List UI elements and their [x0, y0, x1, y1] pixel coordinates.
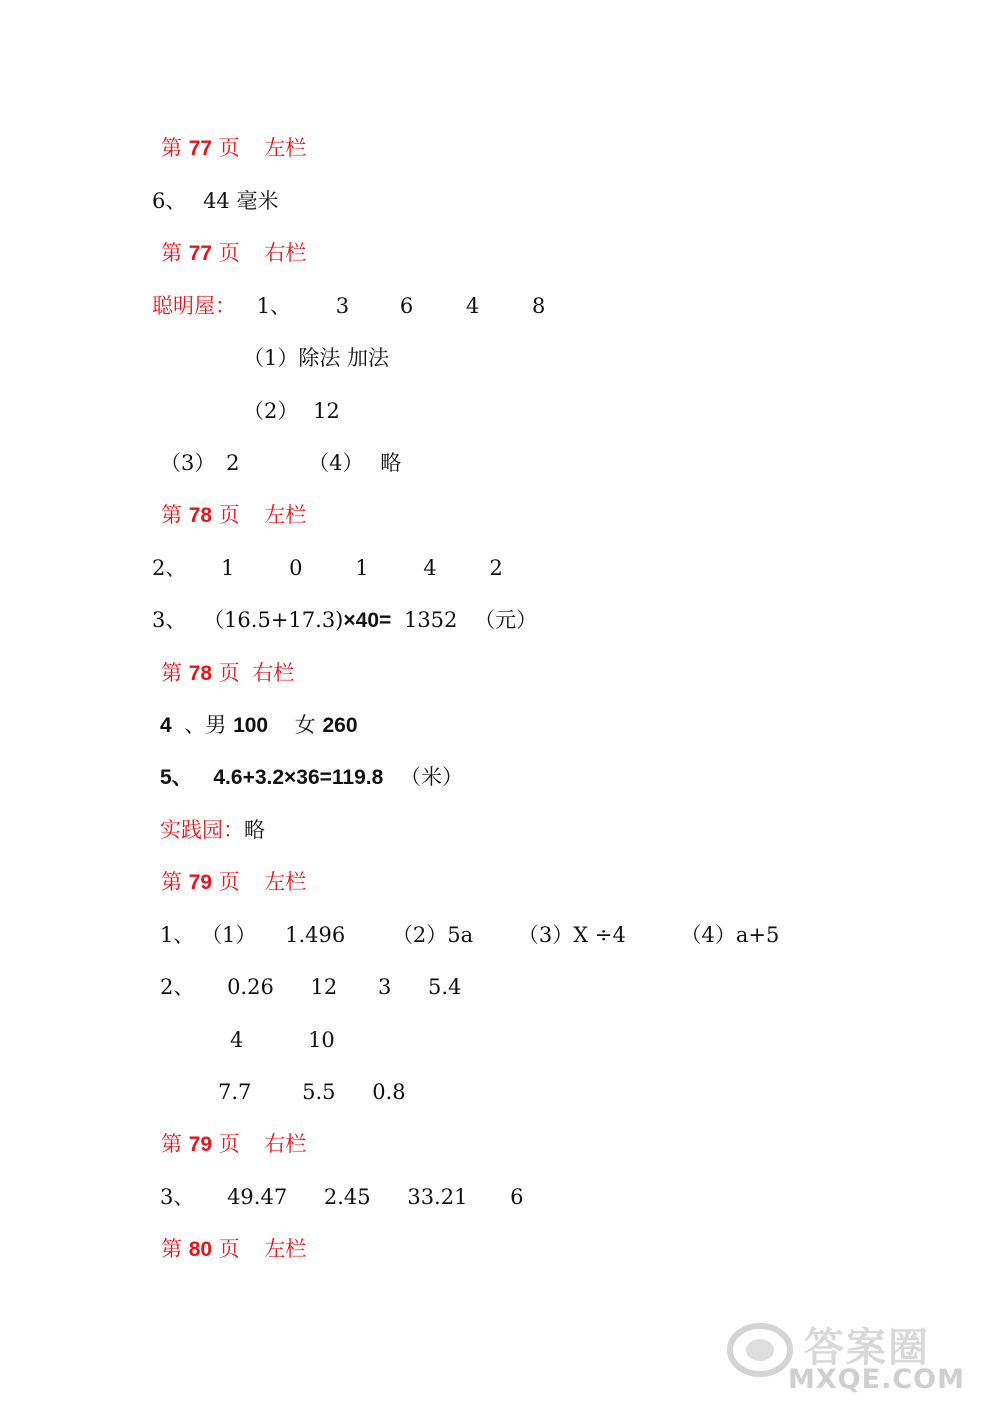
section-heading: 第 80 页 左栏 — [161, 1237, 307, 1261]
section-heading: 第 77 页 左栏 — [161, 136, 307, 160]
answer-line: （3） 2 （4） 略 — [160, 451, 402, 475]
answer-line: 4 、男 100 女 260 — [160, 713, 358, 737]
watermark-title: 答案圈 — [804, 1325, 930, 1371]
answer-line: 2、 0.26 12 3 5.4 — [160, 975, 462, 999]
answer-line: 5、 4.6+3.2×36=119.8 （米） — [160, 765, 463, 789]
answer-line: （1）除法 加法 — [243, 346, 390, 370]
answer-line: 7.7 5.5 0.8 — [218, 1080, 406, 1104]
answer-line: 1、 （1） 1.496 （2）5a （3）X ÷4 （4）a+5 — [160, 923, 780, 947]
section-heading: 第 79 页 右栏 — [161, 1132, 307, 1156]
section-heading: 第 78 页 右栏 — [161, 661, 295, 685]
answer-line: 6、 44 毫米 — [152, 189, 279, 213]
section-heading: 第 78 页 左栏 — [161, 503, 307, 527]
answer-line: 3、 49.47 2.45 33.21 6 — [160, 1185, 524, 1209]
answer-line: （2） 12 — [243, 399, 340, 423]
watermark — [724, 1316, 974, 1396]
watermark-domain: MXQE.COM — [788, 1364, 965, 1395]
answer-line: 实践园：略 — [160, 818, 265, 842]
answer-line: 3、 （16.5+17.3)×40= 1352 （元） — [152, 608, 538, 632]
answer-line: 2、 1 0 1 4 2 — [152, 556, 503, 580]
watermark-logo-icon — [724, 1320, 796, 1380]
section-heading: 第 77 页 右栏 — [161, 241, 307, 265]
section-heading: 第 79 页 左栏 — [161, 870, 307, 894]
answer-line: 4 10 — [230, 1028, 335, 1052]
answer-line: 聪明屋： 1、 3 6 4 8 — [152, 294, 546, 318]
